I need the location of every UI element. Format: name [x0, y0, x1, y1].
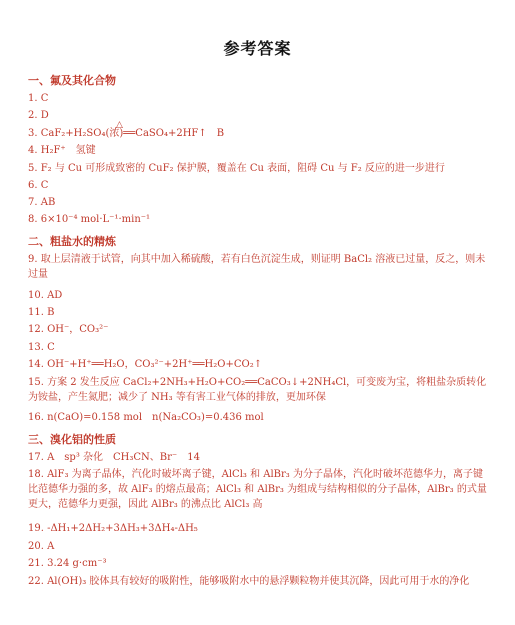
answer-line-12: 12. OH⁻，CO₃²⁻ — [28, 324, 109, 335]
answer-line-17: 17. A sp³ 杂化 CH₃CN、Br⁻ 14 — [28, 452, 200, 463]
answer-line-15: 15. 方案 2 发生反应 CaCl₂+2NH₃+H₂O+CO₂══CaCO₃↓+2NH₄Cl，可变废为宝，将粗盐杂质转化为铵盐，产生氮肥；减少了 NH₃ 等有害工业气体的排放，更加环保 — [28, 377, 487, 403]
answer-line-7: 7. AB — [28, 197, 56, 208]
answer-line-10: 10. AD — [28, 290, 63, 301]
section-heading-aluminum-bromide: 三、溴化铝的性质 — [28, 433, 116, 446]
answer-line-19: 19. -ΔH₁+2ΔH₂+3ΔH₃+3ΔH₄-ΔH₅ — [28, 523, 198, 534]
answer-line-6: 6. C — [28, 180, 49, 191]
answer-line-21: 21. 3.24 g·cm⁻³ — [28, 558, 107, 569]
answer-line-3: 3. CaF₂+H₂SO₄(浓)══CaSO₄+2HF↑ B — [28, 128, 225, 139]
answer-line-20: 20. A — [28, 541, 55, 552]
answer-line-11: 11. B — [28, 307, 55, 318]
answer-line-4: 4. H₂F⁺ 氢键 — [28, 145, 96, 156]
answer-line-8: 8. 6×10⁻⁴ mol·L⁻¹·min⁻¹ — [28, 214, 151, 225]
answer-line-5: 5. F₂ 与 Cu 可形成致密的 CuF₂ 保护膜，覆盖在 Cu 表面，阻碍 Cu 与 F₂ 反应的进一步进行 — [28, 163, 445, 174]
answer-line-14: 14. OH⁻+H⁺══H₂O，CO₃²⁻+2H⁺══H₂O+CO₂↑ — [28, 359, 263, 370]
answer-line-13: 13. C — [28, 342, 55, 353]
answer-line-16: 16. n(CaO)=0.158 mol n(Na₂CO₃)=0.436 mol — [28, 412, 264, 423]
section-heading-fluorine: 一、氟及其化合物 — [28, 74, 116, 87]
answer-line-2: 2. D — [28, 110, 49, 121]
answer-line-9: 9. 取上层清液于试管，向其中加入稀硫酸，若有白色沉淀生成，则证明 BaCl₂ 溶液已过量，反之，则未过量 — [28, 254, 486, 280]
answer-line-22: 22. Al(OH)₃ 胶体具有较好的吸附性，能够吸附水中的悬浮颗粒物并使其沉降，因此可用于水的净化 — [28, 576, 470, 587]
section-heading-brine: 二、粗盐水的精炼 — [28, 235, 116, 248]
heating-mark: △ — [116, 120, 123, 130]
page-title: 参考答案 — [223, 39, 292, 58]
answer-line-1: 1. C — [28, 93, 49, 104]
answer-line-18: 18. AlF₃ 为离子晶体，汽化时破坏离子键，AlCl₃ 和 AlBr₃ 为分子晶体，汽化时破坏范德华力，离子键比范德华力强的多，故 AlF₃ 的熔点最高；AlCl₃ 和 AlBr₃ 为组成与结构相似的分子晶体，AlBr₃ 的式量更大，范德华力更强，因此 AlBr₃ 的沸点比 AlCl₃ 高 — [28, 469, 487, 510]
